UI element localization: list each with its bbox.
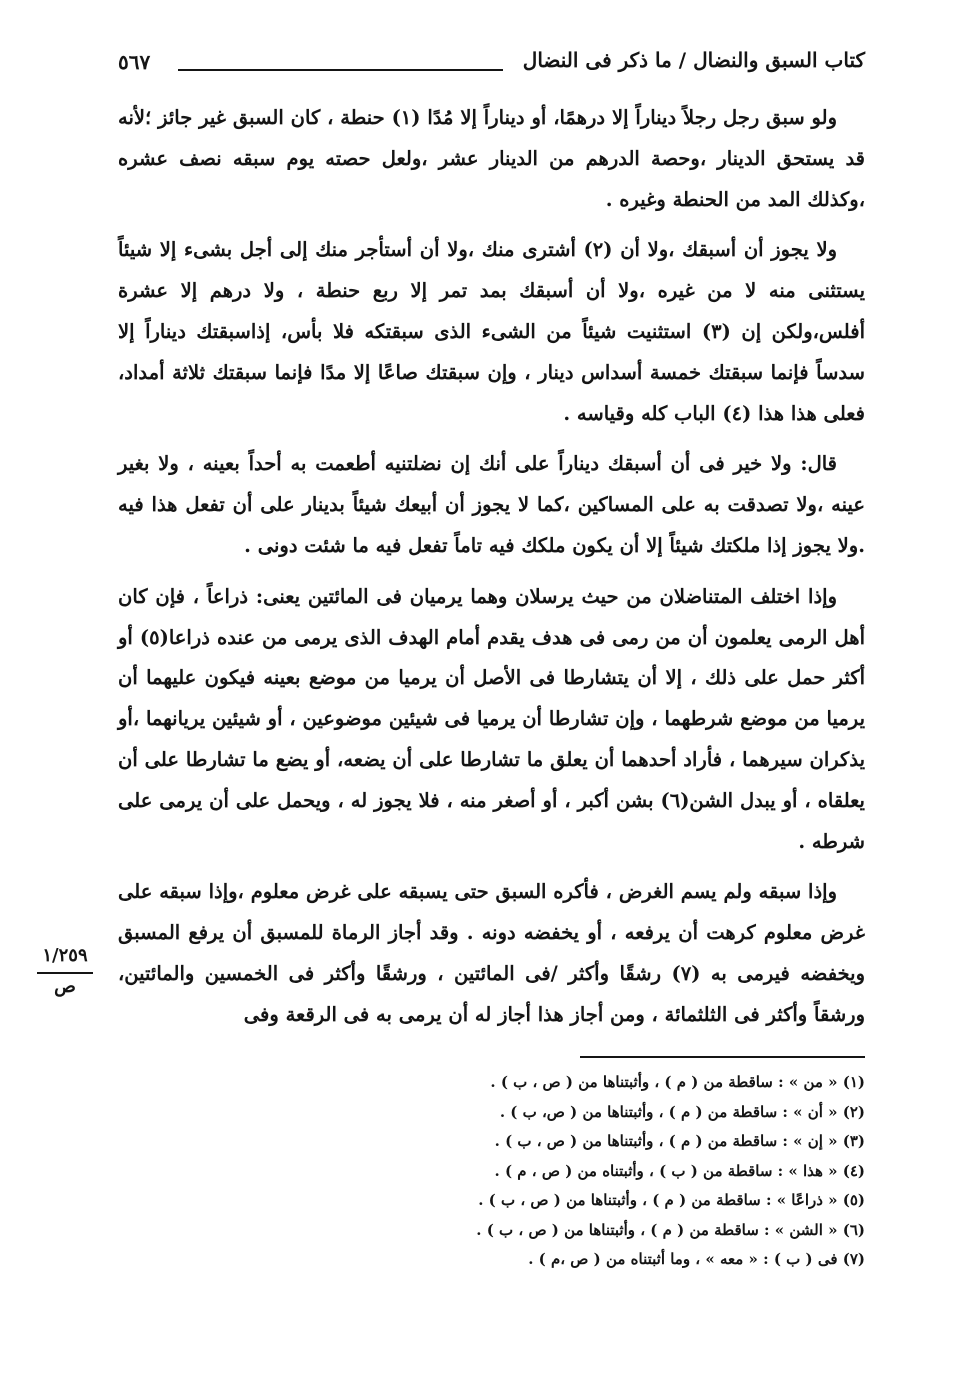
page-header [118, 44, 865, 84]
marginal-folio-note [30, 945, 100, 997]
paragraph-text: وإذا اختلف المتناضلان من حيث يرسلان وهما يرميان فى المائتين يعنى: ذراعاً ، فإن كان أهل الرمى يعلمون أن من رمى فى هدف يقدم أمام الهدف الذى يرمى من عنده ذراعا(٥) أو أكثر حمل على ذلك ، إلا أن يتشارطا فى الأصل أن يرميا من موضع بعينه فيكون عليهما أن يرميا من موضع شرطهما ، وإن تشارطا أن يرميا فى شيئين موضوعين ، أو شيئين يريانهما ،أو يذكران سيرهما ، فأراد أحدهما أن يعلق ما تشارطا على أن يضعه، أو يضع ما تشارطا على أن يعلقاه ، أو يبدل الشن(٦) بشن أكبر ، أو أصغر منه ، فلا يجوز له ، ويحمل على أن يرمى على شرطه . [118, 584, 865, 853]
paragraph-text: ولا يجوز أن أسبقك ،ولا أن (٢) أشترى منك ،ولا أن أستأجر منك إلى أجل بشىء إلا شيئاً يستثنى منه لا من غيره ،ولا أن أسبقك بمد تمر إلا ربع حنطة ، ولا درهم إلا عشرة أفلس،ولكن إن (٣) استثنيت شيئاً من الشىء الذى سبقتكه فلا بأس، إذاسبقتك ديناراً إلا سدساً فإنما سبقتك خمسة أسداس دينار ، وإن سبقتك صاعًا إلا مدًا فإنما سبقتك ثلاثة أمداد، فعلى هذا هذا (٤) الباب كله وقياسه . [118, 238, 865, 425]
paragraph-1 [118, 98, 865, 220]
paragraph-text: وإذا سبقه ولم يسم الغرض ، فأكره السبق حتى يسبقه على غرض معلوم ،وإذا سبقه على غرض معلوم كرهت أن يرفعه ، أو يخفضه دونه . وقد أجاز الرماة للمسبق أن يرفع المسبق ويخفضه فيرمى به (٧) رشقًا وأكثر /فى المائتين ، ورشقًا وأكثر فى الخمسين والمائتين، ورشقاً وأكثر فى الثلثمائة ، ومن أجاز هذا أجاز له أن يرمى به فى الرقعة وفى [118, 880, 865, 1026]
footnote-1: (١) « من » : ساقطة من ( م ) ، وأثبتناها من ( ص ، ب ) . [490, 1073, 865, 1091]
paragraph-2 [118, 230, 865, 434]
page-number: ٥٦٧ [118, 50, 151, 74]
paragraph-4 [118, 577, 865, 863]
body-text [118, 98, 865, 1036]
paragraph-text: قال: ولا خير فى أن أسبقك ديناراً على أنك إن نضلتنيه أطعمت به أحداً بعينه ، ولا بغير عينه ،ولا تصدقت به على المساكين ،كما لا يجوز أن أبيعك شيئاً بدينار على أن تفعل هذا فيه .ولا يجوز إذا ملكتك شيئاً إلا أن يكون ملكك فيه تاماً تفعل فيه ما شئت دونى . [118, 452, 865, 557]
folio-rule [37, 972, 93, 974]
paragraph-text: ولو سبق رجل رجلاً ديناراً إلا درهمًا، أو ديناراً إلا مُدًا (١) حنطة ، كان السبق غير جائز ؛لأنه قد يستحق الدينار ،وحصة الدرهم من الدينار عشر ،ولعل حصته يوم سبقه نصف عشره ،وكذلك المد من الحنطة وغيره . [118, 106, 865, 211]
footnote-7: (٧) فى ( ب ) : « معه » ، وما أثبتناه من ( ص ،م ) . [528, 1250, 865, 1268]
paragraph-5 [118, 872, 865, 1035]
paragraph-3 [118, 444, 865, 566]
manuscript-siglum: ص [54, 976, 76, 997]
footnote-separator [580, 1056, 865, 1058]
footnote-2: (٢) « أن » : ساقطة من ( م ) ، وأثبتناها من ( ص، ب ) . [499, 1102, 865, 1121]
footnote-5: (٥) « ذراعًا » : ساقطة من ( م ) ، وأثبتناها من ( ص ، ب ) . [478, 1191, 865, 1209]
folio-number: ١/٢٥٩ [42, 945, 88, 966]
footnote-6: (٦) « الشن » : ساقطة من ( م ) ، وأثبتناها من ( ص ، ب ) . [476, 1220, 865, 1239]
footnote-4: (٤) « هذا » : ساقطة من ( ب ) ، وأثبتناه من ( ص ، م ) . [494, 1161, 865, 1180]
running-title: كتاب السبق والنضال / ما ذكر فى النضال [522, 48, 865, 72]
header-rule [178, 69, 503, 71]
footnote-3: (٣) « إن » : ساقطة من ( م ) ، وأثبتناها من ( ص ، ب ) . [494, 1132, 865, 1150]
footnotes [300, 1068, 865, 1275]
